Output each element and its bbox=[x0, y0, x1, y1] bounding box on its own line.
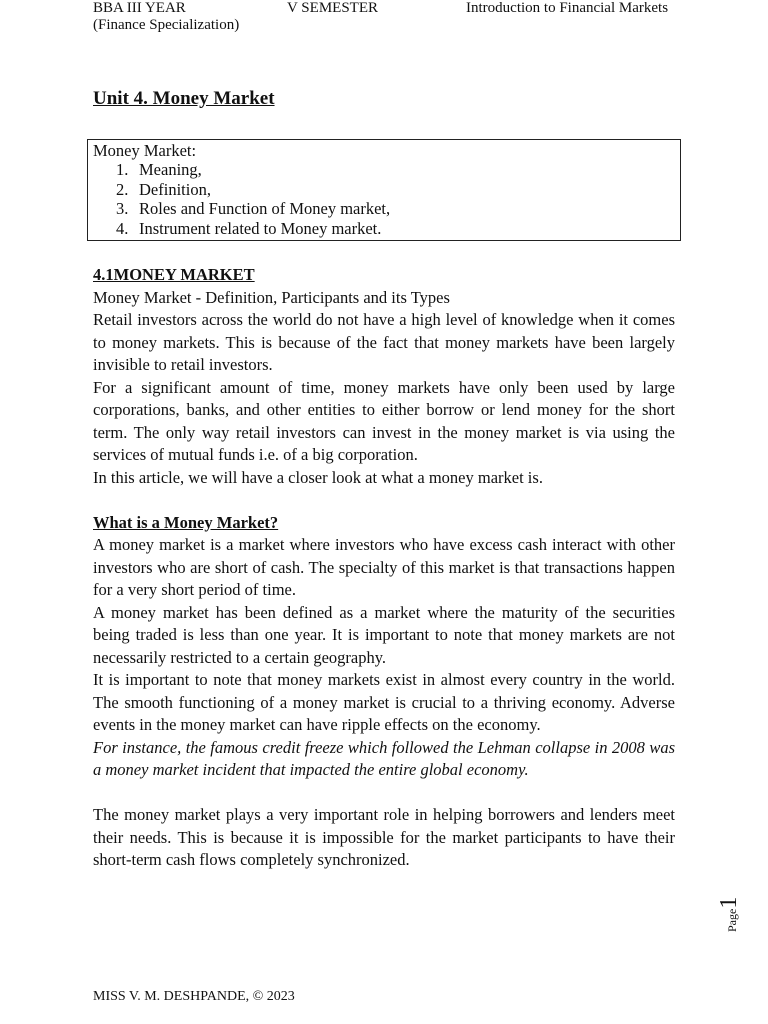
paragraph-spacer bbox=[93, 782, 675, 805]
paragraph: For a significant amount of time, money markets have only been used by large corporations, banks, and other entities to either borrow or lend money for the short term. The only way retail investors can invest in the money market is via using the services of mutual funds i.e. of a big corporation. bbox=[93, 377, 675, 464]
contents-item-text: Meaning, bbox=[139, 160, 202, 179]
page-footer: MISS V. M. DESHPANDE, © 2023 bbox=[93, 989, 295, 1004]
section-heading-money-market: 4.1MONEY MARKET bbox=[93, 265, 255, 284]
header-year: BBA III YEAR bbox=[93, 0, 186, 16]
paragraph: In this article, we will have a closer look at what a money market is. bbox=[93, 467, 543, 487]
paragraph: It is important to note that money markets exist in almost every country in the world. The smooth functioning of a money market is crucial to a thriving economy. Adverse events in the money market can have ripple effects on the economy. bbox=[93, 670, 675, 734]
page-number-value: 1 bbox=[716, 896, 742, 909]
header-course-title: Introduction to Financial Markets bbox=[466, 0, 669, 16]
contents-item-number: 1. bbox=[116, 160, 129, 179]
contents-item-text: Roles and Function of Money market, bbox=[139, 199, 391, 218]
section-subheading: Money Market - Definition, Participants and its Types bbox=[93, 287, 450, 307]
header-specialization: (Finance Specialization) bbox=[93, 17, 240, 33]
document-body bbox=[93, 264, 675, 872]
italic-paragraph: For instance, the famous credit freeze which followed the Lehman collapse in 2008 was a money market incident that impacted the entire global economy. bbox=[93, 737, 675, 779]
header-semester: V SEMESTER bbox=[287, 0, 378, 16]
contents-item-number: 4. bbox=[116, 218, 129, 238]
contents-item-text: Definition, bbox=[139, 179, 211, 199]
contents-item-number: 3. bbox=[116, 199, 129, 218]
paragraph: A money market has been defined as a market where the maturity of the securities being traded is less than one year. It is important to note that money markets are not necessarily restricted to a certain geography. bbox=[93, 602, 675, 667]
page-number bbox=[704, 886, 744, 936]
contents-item-number: 2. bbox=[116, 179, 129, 199]
paragraph-spacer bbox=[93, 489, 675, 512]
contents-item-text: Instrument related to Money market. bbox=[139, 218, 382, 238]
paragraph: A money market is a market where investors who have excess cash interact with other investors who are short of cash. The specialty of this market is that transactions happen for a very short period of time. bbox=[93, 535, 675, 599]
section-heading-what-is: What is a Money Market? bbox=[93, 512, 279, 532]
paragraph: The money market plays a very important role in helping borrowers and lenders meet their needs. This is because it is impossible for the market participants to have their short-term cash flows completely synchronized. bbox=[93, 805, 675, 869]
page-label: Page bbox=[725, 908, 739, 932]
paragraph: Retail investors across the world do not have a high level of knowledge when it comes to money markets. This is because of the fact that money markets have been largely invisible to retail investors. bbox=[93, 310, 675, 374]
contents-box-title: Money Market: bbox=[93, 141, 197, 160]
unit-title: Unit 4. Money Market bbox=[93, 88, 275, 109]
contents-box bbox=[87, 139, 681, 241]
